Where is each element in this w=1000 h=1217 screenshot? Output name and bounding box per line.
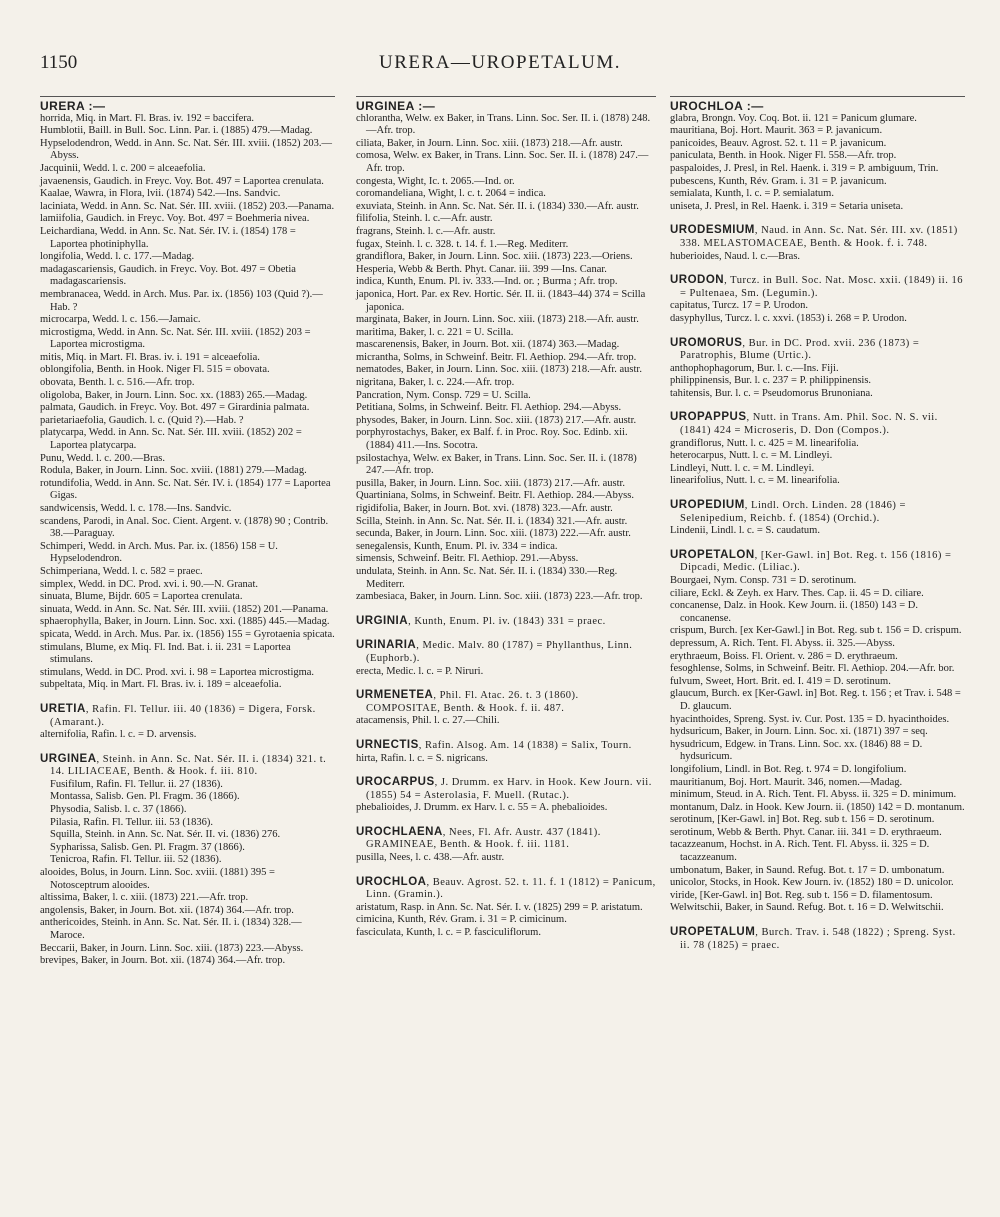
species-entry: parietariaefolia, Gaudich. l. c. (Quid ?).—Hab. ? [40,414,244,426]
species-entry: undulata, Steinh. in Ann. Sc. Nat. Sér. II. i. (1834) 330.—Reg. Mediterr. [356,565,618,590]
species-entry: Petitiana, Solms, in Schweinf. Beitr. Fl. Aethiop. 294.—Abyss. [356,402,622,414]
species-entry: palmata, Gaudich. in Freyc. Voy. Bot. 497 = Girardinia palmata. [40,402,310,414]
species-entry: Physodia, Salisb. l. c. 37 (1866). [50,804,187,816]
species-entry: alternifolia, Rafin. l. c. = D. arvensis. [40,729,197,741]
species-entry: stimulans, Wedd. in DC. Prod. xvi. i. 98 = Laportea microstigma. [40,666,315,678]
species-entry: linearifolius, Nutt. l. c. = M. linearifolia. [670,475,840,487]
species-entry: hysudricum, Edgew. in Trans. Linn. Soc. xx. (1846) 88 = D. hydsuricum. [670,738,923,763]
species-entry: simplex, Wedd. in DC. Prod. xvi. i. 90.—N. Granat. [40,578,258,590]
species-entry: Lindenii, Lindl. l. c. = S. caudatum. [670,525,820,537]
species-entry: javaenensis, Gaudich. in Freyc. Voy. Bot. 497 = Laportea crenulata. [40,175,324,187]
species-entry: erythraeum, Boiss. Fl. Orient. v. 286 = D. erythraeum. [670,650,898,662]
page-number: 1150 [40,52,78,73]
species-entry: pusilla, Baker, in Journ. Linn. Soc. xiii. (1873) 217.—Afr. austr. [356,477,626,489]
species-entry: Sypharissa, Salisb. Gen. Pl. Fragm. 37 (1866). [50,841,245,853]
species-entry: hyacinthoides, Spreng. Syst. iv. Cur. Post. 135 = D. hyacinthoides. [670,713,950,725]
species-entry: Quartiniana, Solms, in Schweinf. Beitr. Fl. Aethiop. 284.—Abyss. [356,490,634,502]
species-entry: angolensis, Baker, in Journ. Bot. xii. (1874) 364.—Afr. trop. [40,904,294,916]
genus-entry: UROPEDIUM, Lindl. Orch. Linden. 28 (1846) = Selenipedium, Reichb. f. (1854) (Orchid.). [670,499,906,524]
species-entry: exuviata, Steinh. in Ann. Sc. Nat. Sér. II. i. (1834) 330.—Afr. austr. [356,200,639,212]
species-entry: lamiifolia, Gaudich. in Freyc. Voy. Bot. 497 = Boehmeria nivea. [40,213,310,225]
genus-entry: URMENETEA, Phil. Fl. Atac. 26. t. 3 (1860). COMPOSITAE, Benth. & Hook. f. ii. 487. [356,689,579,714]
species-entry: microcarpa, Wedd. l. c. 156.—Jamaic. [40,314,201,326]
genus-entry: UROPAPPUS, Nutt. in Trans. Am. Phil. Soc. N. S. vii. (1841) 424 = Microseris, D. Don (Compos.). [670,411,938,437]
column-heading: URERA :— [40,99,106,113]
species-entry: laciniata, Wedd. in Ann. Sc. Nat. Sér. III. xviii. (1852) 203.—Panama. [40,200,335,212]
species-entry: dasyphyllus, Turcz. l. c. xxvi. (1853) i. 268 = P. Urodon. [670,312,907,324]
column-rule [356,96,656,97]
genus-entry: UROPETALON, [Ker-Gawl. in] Bot. Reg. t. 156 (1816) = Dipcadi, Medic. (Liliac.). [670,548,952,574]
species-entry: semialata, Kunth, l. c. = P. semialatum. [670,188,834,200]
species-entry: mitis, Miq. in Mart. Fl. Bras. iv. i. 191 = alceaefolia. [40,351,260,363]
species-entry: depressum, A. Rich. Tent. Fl. Abyss. ii. 325.—Abyss. [670,637,895,649]
column-left [40,96,335,968]
species-entry: altissima, Baker, l. c. xiii. (1873) 221.—Afr. trop. [40,892,249,904]
species-entry: marginata, Baker, in Journ. Linn. Soc. xiii. (1873) 218.—Afr. austr. [356,314,639,326]
species-entry: oligoloba, Baker, in Journ. Linn. Soc. xx. (1883) 265.—Madag. [40,389,308,401]
species-entry: cimicina, Kunth, Rév. Gram. i. 31 = P. cimicinum. [356,914,567,926]
genus-entry: URODESMIUM, Naud. in Ann. Sc. Nat. Sér. III. xv. (1851) 338. MELASTOMACEAE, Benth. & Hook. f. i. 748. [670,224,958,249]
species-entry: coromandeliana, Wight, l. c. t. 2064 = indica. [356,188,546,200]
species-entry: nematodes, Baker, in Journ. Linn. Soc. xiii. (1873) 218.—Afr. austr. [356,364,642,376]
species-entry: spicata, Wedd. in Arch. Mus. Par. ix. (1856) 155 = Gyrotaenia spicata. [40,628,335,640]
page-header [40,52,960,80]
species-entry: paspaloides, J. Presl, in Rel. Haenk. i. 319 = P. ambiguum, Trin. [670,162,939,174]
species-entry: maritima, Baker, l. c. 221 = U. Scilla. [356,326,514,338]
species-entry: fesoghlense, Solms, in Schweinf. Beitr. Fl. Aethiop. 204.—Afr. bor. [670,663,955,675]
species-entry: rotundifolia, Wedd. in Ann. Sc. Nat. Sér. IV. i. (1854) 177 = Laportea Gigas. [40,477,331,502]
species-entry: anthophophagorum, Bur. l. c.—Ins. Fiji. [670,362,839,374]
column-rule [40,96,335,97]
species-entry: microstigma, Wedd. in Ann. Sc. Nat. Sér. III. xviii. (1852) 203 = Laportea microstigma. [40,326,311,351]
species-entry: secunda, Baker, in Journ. Linn. Soc. xiii. (1873) 222.—Afr. austr. [356,528,631,540]
species-entry: brevipes, Baker, in Journ. Bot. xii. (1874) 364.—Afr. trop. [40,955,286,967]
species-entry: obovata, Benth. l. c. 516.—Afr. trop. [40,377,195,389]
species-entry: Schimperi, Wedd. in Arch. Mus. Par. ix. (1856) 158 = U. Hypselodendron. [40,540,278,565]
species-entry: tacazzeanum, Hochst. in A. Rich. Tent. Fl. Abyss. ii. 325 = D. tacazzeanum. [670,839,930,864]
species-entry: nigritana, Baker, l. c. 224.—Afr. trop. [356,377,515,389]
genus-entry: URINARIA, Medic. Malv. 80 (1787) = Phyllanthus, Linn. (Euphorb.). [356,639,633,664]
genus-entry: URNECTIS, Rafin. Alsog. Am. 14 (1838) = Salix, Tourn. [356,738,632,751]
species-entry: sinuata, Blume, Bijdr. 605 = Laportea crenulata. [40,591,243,603]
species-entry: hydsuricum, Baker, in Journ. Linn. Soc. xi. (1871) 397 = seq. [670,726,928,738]
species-entry: psilostachya, Welw. ex Baker, in Trans. Linn. Soc. Ser. II. i. (1878) 247.—Afr. trop. [356,452,637,477]
species-entry: filifolia, Steinh. l. c.—Afr. austr. [356,213,493,225]
column-middle [356,96,656,940]
species-entry: Squilla, Steinh. in Ann. Sc. Nat. Sér. II. vi. (1836) 276. [50,829,281,841]
species-entry: zambesiaca, Baker, in Journ. Linn. Soc. xiii. (1873) 223.—Afr. trop. [356,591,643,603]
species-entry: pusilla, Nees, l. c. 438.—Afr. austr. [356,852,505,864]
genus-entry: URGINIA, Kunth, Enum. Pl. iv. (1843) 331 = praec. [356,614,606,627]
species-entry: erecta, Medic. l. c. = P. Niruri. [356,665,484,677]
genus-entry: UROMORUS, Bur. in DC. Prod. xvii. 236 (1873) = Paratrophis, Blume (Urtic.). [670,336,920,362]
species-entry: japonica, Hort. Par. ex Rev. Hortic. Sér. II. ii. (1843–44) 374 = Scilla japonica. [356,288,646,313]
species-entry: mascarenensis, Baker, in Journ. Bot. xii. (1874) 363.—Madag. [356,339,620,351]
species-entry: comosa, Welw. ex Baker, in Trans. Linn. Soc. Ser. II. i. (1878) 247.—Afr. trop. [356,150,649,174]
species-entry: Punu, Wedd. l. c. 200.—Bras. [40,452,165,464]
species-entry: Hesperia, Webb & Berth. Phyt. Canar. iii. 399 —Ins. Canar. [356,263,607,275]
species-entry: longifolium, Lindl. in Bot. Reg. t. 974 = D. longifolium. [670,763,907,775]
species-entry: Pilasia, Rafin. Fl. Tellur. iii. 53 (1836). [50,816,213,828]
species-entry: Rodula, Baker, in Journ. Linn. Soc. xviii. (1881) 279.—Madag. [40,465,307,477]
species-entry: horrida, Miq. in Mart. Fl. Bras. iv. 192 = baccifera. [40,112,255,124]
running-title: URERA—UROPETALUM. [379,52,621,73]
species-entry: serotinum, [Ker-Gawl. in] Bot. Reg. sub t. 156 = D. serotinum. [670,814,935,826]
species-entry: Bourgaei, Nym. Consp. 731 = D. serotinum. [670,575,857,586]
species-entry: phebalioides, J. Drumm. ex Harv. l. c. 55 = A. phebalioides. [356,802,608,814]
species-entry: Kaalae, Wawra, in Flora, lvii. (1874) 542.—Ins. Sandvic. [40,188,281,200]
species-entry: serotinum, Webb & Berth. Phyt. Canar. iii. 341 = D. erythraeum. [670,826,942,838]
species-entry: chlorantha, Welw. ex Baker, in Trans. Linn. Soc. Ser. II. i. (1878) 248.—Afr. trop. [356,112,651,137]
species-entry: alooides, Bolus, in Journ. Linn. Soc. xviii. (1881) 395 = Notosceptrum alooides. [40,867,275,891]
genus-entry: UROPETALUM, Burch. Trav. i. 548 (1822) ; Spreng. Syst. ii. 78 (1825) = praec. [670,926,956,951]
species-entry: sandwicensis, Wedd. l. c. 178.—Ins. Sandvic. [40,503,232,514]
genus-entry: UROCARPUS, J. Drumm. ex Harv. in Hook. Kew Journ. vii. (1855) 54 = Asterolasia, F. Muell. (Rutac.). [356,776,652,801]
species-entry: ciliata, Baker, in Journ. Linn. Soc. xiii. (1873) 218.—Afr. austr. [356,137,623,149]
species-entry: montanum, Dalz. in Hook. Kew Journ. ii. (1850) 142 = D. montanum. [670,801,965,813]
genus-entry: URETIA, Rafin. Fl. Tellur. iii. 40 (1836) = Digera, Forsk. (Amarant.). [40,702,316,728]
species-entry: simensis, Schweinf. Beitr. Fl. Aethiop. 291.—Abyss. [356,553,579,565]
species-entry: platycarpa, Wedd. in Ann. Sc. Nat. Sér. III. xviii. (1852) 202 = Laportea platycarpa. [40,427,302,452]
species-entry: panicoides, Beauv. Agrost. 52. t. 11 = P. javanicum. [670,137,887,149]
species-entry: senegalensis, Kunth, Enum. Pl. iv. 334 = indica. [356,540,558,552]
column-heading: UROCHLOA :— [670,99,764,113]
species-entry: fulvum, Sweet, Hort. Brit. ed. I. 419 = D. serotinum. [670,675,891,687]
column-right [670,96,965,952]
species-entry: physodes, Baker, in Journ. Linn. Soc. xiii. (1873) 217.—Afr. austr. [356,414,637,426]
species-entry: grandiflorus, Nutt. l. c. 425 = M. linearifolia. [670,437,859,449]
column-rule [670,96,965,97]
species-entry: paniculata, Benth. in Hook. Niger Fl. 558.—Afr. trop. [670,150,897,162]
species-entry: fugax, Steinh. l. c. 328. t. 14. f. 1.—Reg. Mediterr. [356,238,569,250]
species-entry: tahitensis, Bur. l. c. = Pseudomorus Brunoniana. [670,387,873,399]
species-entry: grandiflora, Baker, in Journ. Linn. Soc. xiii. (1873) 223.—Oriens. [356,251,633,263]
species-entry: stimulans, Blume, ex Miq. Fl. Ind. Bat. i. ii. 231 = Laportea stimulans. [40,641,291,666]
species-entry: aristatum, Rasp. in Ann. Sc. Nat. Sér. I. v. (1825) 299 = P. aristatum. [356,901,643,913]
species-entry: scandens, Parodi, in Anal. Soc. Cient. Argent. v. (1878) 90 ; Contrib. 38.—Paraguay. [40,515,329,540]
species-entry: fragrans, Steinh. l. c.—Afr. austr. [356,225,496,237]
genus-entry: UROCHLAENA, Nees, Fl. Afr. Austr. 437 (1841). GRAMINEAE, Benth. & Hook. f. iii. 1181. [356,825,601,851]
column-heading: URGINEA :— [356,99,436,113]
species-entry: membranacea, Wedd. in Arch. Mus. Par. ix. (1856) 103 (Quid ?).—Hab. ? [40,288,323,313]
species-entry: Jacquinii, Wedd. l. c. 200 = alceaefolia. [40,162,206,174]
species-entry: Welwitschii, Baker, in Saund. Refug. Bot. t. 16 = D. Welwitschii. [670,902,944,914]
species-entry: sphaerophylla, Baker, in Journ. Linn. Soc. xxi. (1885) 445.—Madag. [40,616,330,628]
species-entry: minimum, Steud. in A. Rich. Tent. Fl. Abyss. ii. 325 = D. minimum. [670,789,957,801]
species-entry: mauritiana, Boj. Hort. Maurit. 363 = P. javanicum. [670,125,883,137]
species-entry: capitatus, Turcz. 17 = P. Urodon. [670,300,809,312]
species-entry: oblongifolia, Benth. in Hook. Niger Fl. 515 = obovata. [40,364,270,376]
species-entry: longifolia, Wedd. l. c. 177.—Madag. [40,251,195,263]
species-entry: crispum, Burch. [ex Ker-Gawl.] in Bot. Reg. sub t. 156 = D. crispum. [670,625,962,637]
genus-entry: UROCHLOA, Beauv. Agrost. 52. t. 11. f. 1 (1812) = Panicum, Linn. (Gramin.). [356,875,656,901]
species-entry: viride, [Ker-Gawl. in] Bot. Reg. sub t. 156 = D. filamentosum. [670,889,933,901]
species-entry: indica, Kunth, Enum. Pl. iv. 333.—Ind. or. ; Burma ; Afr. trop. [356,276,618,288]
species-entry: micrantha, Solms, in Schweinf. Beitr. Fl. Aethiop. 294.—Afr. trop. [356,351,637,363]
species-entry: rigidifolia, Baker, in Journ. Bot. xvi. (1878) 323.—Afr. austr. [356,503,613,514]
species-entry: unicolor, Stocks, in Hook. Kew Journ. iv. (1852) 180 = D. unicolor. [670,877,954,889]
species-entry: hirta, Rafin. l. c. = S. nigricans. [356,752,488,764]
species-entry: Fusifilum, Rafin. Fl. Tellur. ii. 27 (1836). [50,778,223,790]
species-entry: mauritianum, Boj. Hort. Maurit. 346, nomen.—Madag. [670,776,903,788]
species-entry: pubescens, Kunth, Rév. Gram. i. 31 = P. javanicum. [670,175,887,187]
species-entry: umbonatum, Baker, in Saund. Refug. Bot. t. 17 = D. umbonatum. [670,864,945,876]
species-entry: Scilla, Steinh. in Ann. Sc. Nat. Sér. II. i. (1834) 321.—Afr. austr. [356,515,628,527]
species-entry: heterocarpus, Nutt. l. c. = M. Lindleyi. [670,450,833,462]
species-entry: Tenicroa, Rafin. Fl. Tellur. iii. 52 (1836). [50,854,222,866]
species-entry: glaucum, Burch. ex [Ker-Gawl. in] Bot. Reg. t. 156 ; et Trav. i. 548 = D. glaucum. [670,688,961,712]
species-entry: uniseta, J. Presl, in Rel. Haenk. i. 319 = Setaria uniseta. [670,200,904,212]
species-entry: anthericoides, Steinh. in Ann. Sc. Nat. Sér. II. i. (1834) 328.—Maroce. [40,917,302,941]
species-entry: Beccarii, Baker, in Journ. Linn. Soc. xiii. (1873) 223.—Abyss. [40,942,304,954]
species-entry: fasciculata, Kunth, l. c. = P. fasciculiflorum. [356,927,541,939]
species-entry: madagascariensis, Gaudich. in Freyc. Voy. Bot. 497 = Obetia madagascariensis. [40,263,296,288]
species-entry: porphyrostachys, Baker, ex Balf. f. in Proc. Roy. Soc. Edinb. xii. (1884) 411.—Ins. Socotra. [356,427,628,452]
species-entry: sinuata, Wedd. in Ann. Sc. Nat. Sér. III. xviii. (1852) 201.—Panama. [40,603,329,615]
species-entry: congesta, Wight, Ic. t. 2065.—Ind. or. [356,175,515,187]
species-entry: glabra, Brongn. Voy. Coq. Bot. ii. 121 = Panicum glumare. [670,112,917,124]
species-entry: huberioides, Naud. l. c.—Bras. [670,250,801,262]
genus-entry: URODON, Turcz. in Bull. Soc. Nat. Mosc. xxii. (1849) ii. 16 = Pultenaea, Sm. (Legumin.). [670,274,963,299]
species-entry: subpeltata, Miq. in Mart. Fl. Bras. iv. i. 189 = alceaefolia. [40,679,282,691]
species-entry: Lindleyi, Nutt. l. c. = M. Lindleyi. [670,462,815,474]
species-entry: atacamensis, Phil. l. c. 27.—Chili. [356,715,500,727]
species-entry: Hypselodendron, Wedd. in Ann. Sc. Nat. Sér. III. xviii. (1852) 203.—Abyss. [40,137,333,162]
species-entry: Humblotii, Baill. in Bull. Soc. Linn. Par. i. (1885) 479.—Madag. [40,125,313,137]
species-entry: philippinensis, Bur. l. c. 237 = P. philippinensis. [670,375,872,387]
species-entry: Montassa, Salisb. Gen. Pl. Fragm. 36 (1866). [50,791,240,803]
species-entry: Pancration, Nym. Consp. 729 = U. Scilla. [356,389,531,401]
species-entry: ciliare, Eckl. & Zeyh. ex Harv. Thes. Cap. ii. 45 = D. ciliare. [670,587,924,599]
genus-entry: URGINEA, Steinh. in Ann. Sc. Nat. Sér. II. i. (1834) 321. t. 14. LILIACEAE, Benth. & Hook. f. iii. 810. [40,752,327,778]
species-entry: concanense, Dalz. in Hook. Kew Journ. ii. (1850) 143 = D. concanense. [670,600,918,624]
species-entry: Leichardiana, Wedd. in Ann. Sc. Nat. Sér. IV. i. (1854) 178 = Laportea photiniphylla. [40,225,296,250]
species-entry: Schimperiana, Wedd. l. c. 582 = praec. [40,565,203,577]
